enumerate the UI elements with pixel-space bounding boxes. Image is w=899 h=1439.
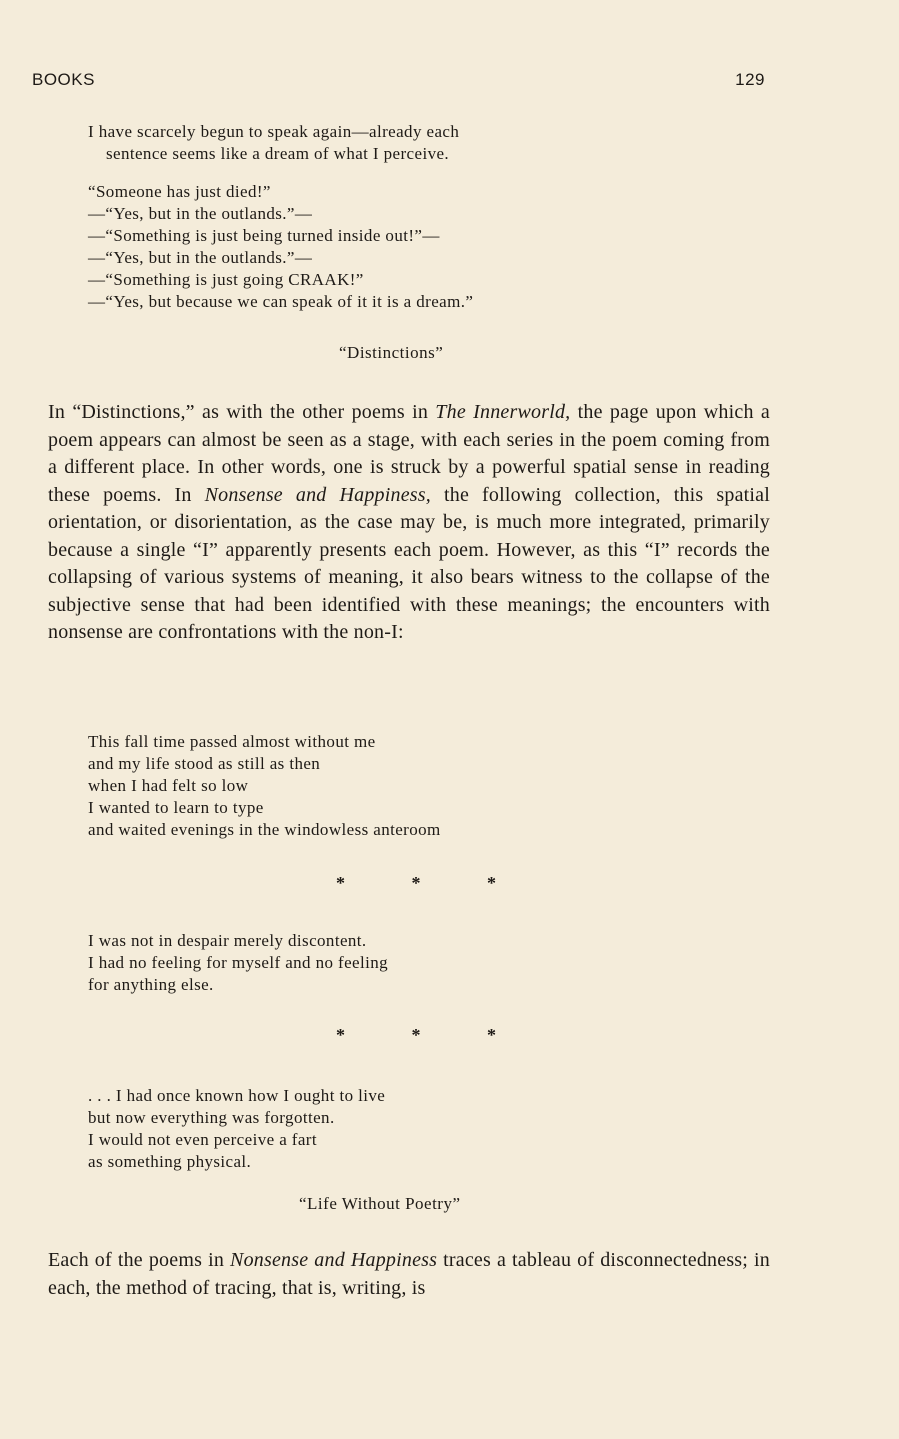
body-paragraph bbox=[48, 399, 770, 647]
stanza-line: . . . I had once known how I ought to live bbox=[88, 1086, 386, 1105]
poem-line: —“Something is just being turned inside out!”— bbox=[88, 226, 440, 245]
quoted-stanza bbox=[88, 930, 388, 996]
book-title: Nonsense and Happiness, bbox=[204, 483, 431, 506]
epigraph bbox=[88, 121, 459, 165]
epigraph-line: sentence seems like a dream of what I perceive. bbox=[106, 144, 450, 163]
poem-line: —“Yes, but in the outlands.”— bbox=[88, 248, 313, 267]
body-paragraph bbox=[48, 1247, 770, 1302]
quoted-stanza bbox=[88, 731, 441, 841]
stanza-line: I wanted to learn to type bbox=[88, 798, 264, 817]
poem-line: “Someone has just died!” bbox=[88, 182, 271, 201]
epigraph-line: I have scarcely begun to speak again—already each bbox=[88, 122, 460, 141]
stanza-line: for anything else. bbox=[88, 975, 214, 994]
poem-line: —“Something is just going CRAAK!” bbox=[88, 270, 364, 289]
section-separator bbox=[336, 1025, 496, 1046]
poem-line: —“Yes, but because we can speak of it it is a dream.” bbox=[88, 292, 474, 311]
poem-caption: “Distinctions” bbox=[339, 343, 444, 362]
asterisk: * bbox=[487, 1025, 496, 1045]
paragraph-text: traces a tableau of disconnectedness; in each, the method of tracing, that is, writing, is bbox=[48, 1249, 770, 1299]
section-title: BOOKS bbox=[32, 70, 95, 89]
stanza-line: and my life stood as still as then bbox=[88, 754, 321, 773]
stanza-line: This fall time passed almost without me bbox=[88, 732, 376, 751]
stanza-line: but now everything was forgotten. bbox=[88, 1108, 335, 1127]
paragraph-text: In “Distinctions,” as with the other poems in bbox=[48, 401, 436, 423]
asterisk: * bbox=[487, 873, 496, 893]
page-number: 129 bbox=[735, 70, 765, 89]
asterisk: * bbox=[411, 1025, 421, 1045]
asterisk: * bbox=[411, 873, 421, 893]
paragraph-text: Each of the poems in bbox=[48, 1249, 231, 1271]
asterisk: * bbox=[336, 1025, 345, 1045]
stanza-line: when I had felt so low bbox=[88, 776, 249, 795]
paragraph-text: the following collection, this spatial orientation, or disorientation, as the case may be, is much more integrated, primarily because a single “I” apparently presents each poem. However, as this “I” records the collapsing of various systems of meaning, it also bears witness to the collapse of the subjective sense that had been identified with these meanings; the encounters with nonsense are confrontations with the non-I: bbox=[48, 483, 771, 643]
section-separator bbox=[336, 873, 496, 894]
poem-line: —“Yes, but in the outlands.”— bbox=[88, 204, 313, 223]
stanza-line: I was not in despair merely discontent. bbox=[88, 931, 367, 950]
book-title: Nonsense and Happiness bbox=[230, 1249, 438, 1271]
stanza-line: I would not even perceive a fart bbox=[88, 1130, 317, 1149]
stanza-line: and waited evenings in the windowless anteroom bbox=[88, 820, 441, 839]
book-title: The Innerworld, bbox=[435, 401, 571, 423]
asterisk: * bbox=[336, 873, 345, 893]
stanza-line: as something physical. bbox=[88, 1152, 252, 1171]
poem-caption: “Life Without Poetry” bbox=[299, 1194, 461, 1213]
running-head bbox=[32, 70, 765, 90]
quoted-stanza bbox=[88, 1085, 385, 1173]
dialogue-poem bbox=[88, 181, 473, 313]
paragraph-text: the page upon which a poem appears can almost be seen as a stage, with each series in the poem coming from a different place. In other words, one is struck by a powerful spatial sense in reading these poems. In bbox=[48, 401, 771, 506]
stanza-line: I had no feeling for myself and no feeling bbox=[88, 953, 389, 972]
